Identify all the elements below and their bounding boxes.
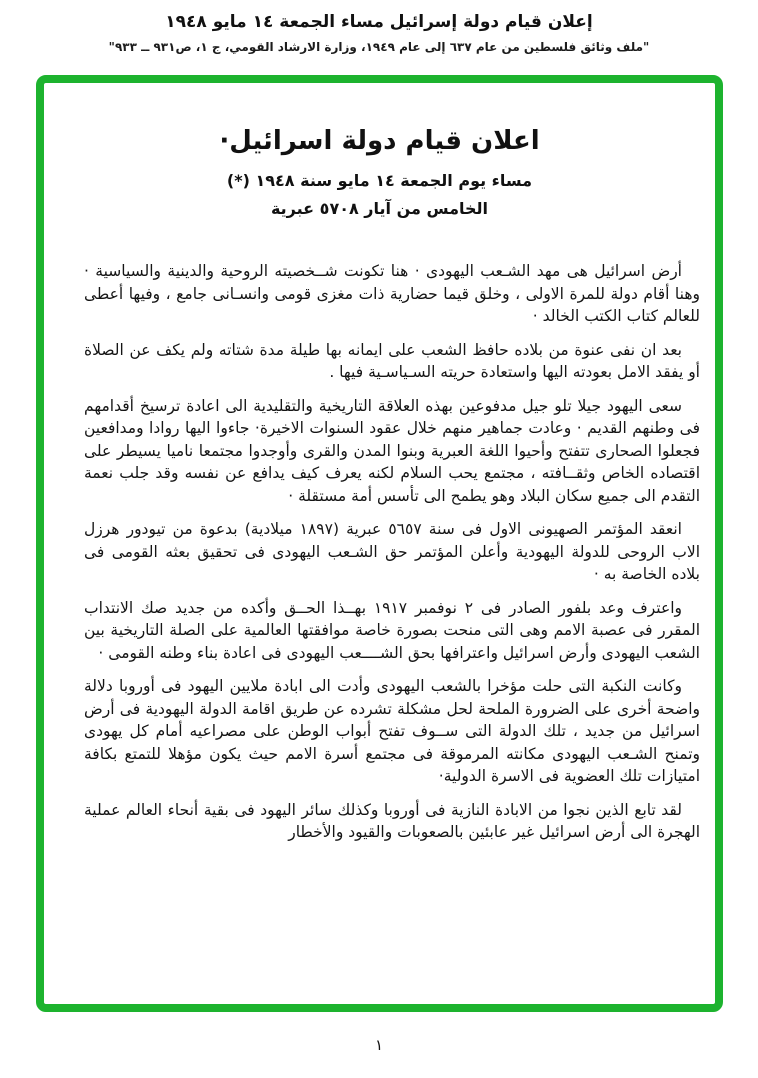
document-title: اعلان قيام دولة اسرائيل· [219,126,540,156]
header-source-citation-line: "ملف وثائق فلسطين من عام ٦٣٧ إلى عام ١٩٤٩، وزارة الارشاد القومي، ج ١، ص٩٣١ ــ ٩٣٣" [108,40,650,54]
header-title-line: إعلان قيام دولة إسرائيل مساء الجمعة ١٤ مايو ١٩٤٨ [165,12,593,32]
paragraph-7: لقد تابع الذين نجوا من الابادة النازية فى أوروبا وكذلك سائر اليهود فى بقية أنحاء العالم عملية الهجرة الى أرض اسرائيل غير عابئين بالصعوبات والقيود والأخطار [84,800,700,841]
paragraph-6: وكانت النكبة التى حلت مؤخرا بالشعب اليهودى وأدت الى ابادة ملايين اليهود فى أوروبا دلالة واضحة أخرى على الضرورة الملحة لحل مشكلة تشرده عن طريق اقامة الدولة اليهودية فى أرض اسرائيل من جديد ، تلك الدولة التى ســوف تفتح أبواب الوطن على مصراعيه أمام كل يهودى وتمنح الشـعب اليهودى مكانته المرموقة فى مجتمع أسرة الامم حيث يكون مؤهلا للتمتع بكافة امتيازات تلك العضوية فى الاسرة الدولية· [84,677,700,785]
paragraph-2: بعد ان نفى عنوة من بلاده حافظ الشعب على ايمانه بها طيلة مدة شتاته ولم يكف عن الصلاة أو يفقد الامل بعودته اليها واستعادة حريته السـياسـية فيها . [84,340,700,381]
paragraph-5: واعترف وعد بلفور الصادر فى ٢ نوفمبر ١٩١٧ بهــذا الحــق وأكده من جديد صك الانتداب المقرر فى عصبة الامم وهى التى منحت بصورة خاصة موافقتها العالمية على الصلة التاريخية بين الشعب اليهودى وأرض اسرائيل واعترافها بحق الشــــعب اليهودى فى اعادة بناء وطنه القومى · [84,598,700,662]
paragraph-3: سعى اليهود جيلا تلو جيل مدفوعين بهذه العلاقة التاريخية والتقليدية الى اعادة ترسيخ أقدامهم فى وطنهم القديم · وعادت جماهير منهم خلال عقود السنوات الاخيرة· جاءوا اليها روادا ومدافعين فجعلوا الصحارى تتفتح وأحيوا اللغة العبرية وبنوا المدن والقرى وأوجدوا مجتمعا ناميا يسيطر على اقتصاده الخاص وثقــافته ، مجتمع يحب السلام لكنه يعرف كيف يدافع عن نفسه وقد جلب نعمة التقدم الى جميع سكان البلاد وهو يطمح الى تأسس أمة مستقلة · [84,396,700,505]
green-border-frame [36,75,723,1012]
paragraph-4: انعقد المؤتمر الصهيونى الاول فى سنة ٥٦٥٧ عبرية (١٨٩٧ ميلادية) بدعوة من تيودور هرزل الاب الروحى للدولة اليهودية وأعلن المؤتمر حق الشـعب اليهودى فى تحقيق بعثه القومى فى بلاده الخاصة به · [84,520,700,583]
page-number: ١ [374,1036,384,1054]
paragraph-1: أرض اسرائيل هى مهد الشـعب اليهودى · هنا تكونت شــخصيته الروحية والدينية والسياسية · وهنا أقام دولة للمرة الاولى ، وخلق قيما حضارية ذات مغزى قومى وانسـانى جامع ، وفيها أعطى للعالم كتاب الكتب الخالد · [84,262,700,325]
page-header [0,12,758,54]
document-hebrew-date-subtitle: الخامس من آيار ٥٧٠٨ عبرية [270,199,489,218]
document-date-subtitle: مساء يوم الجمعة ١٤ مايو سنة ١٩٤٨ (*) [226,171,533,190]
document-body [84,260,700,844]
